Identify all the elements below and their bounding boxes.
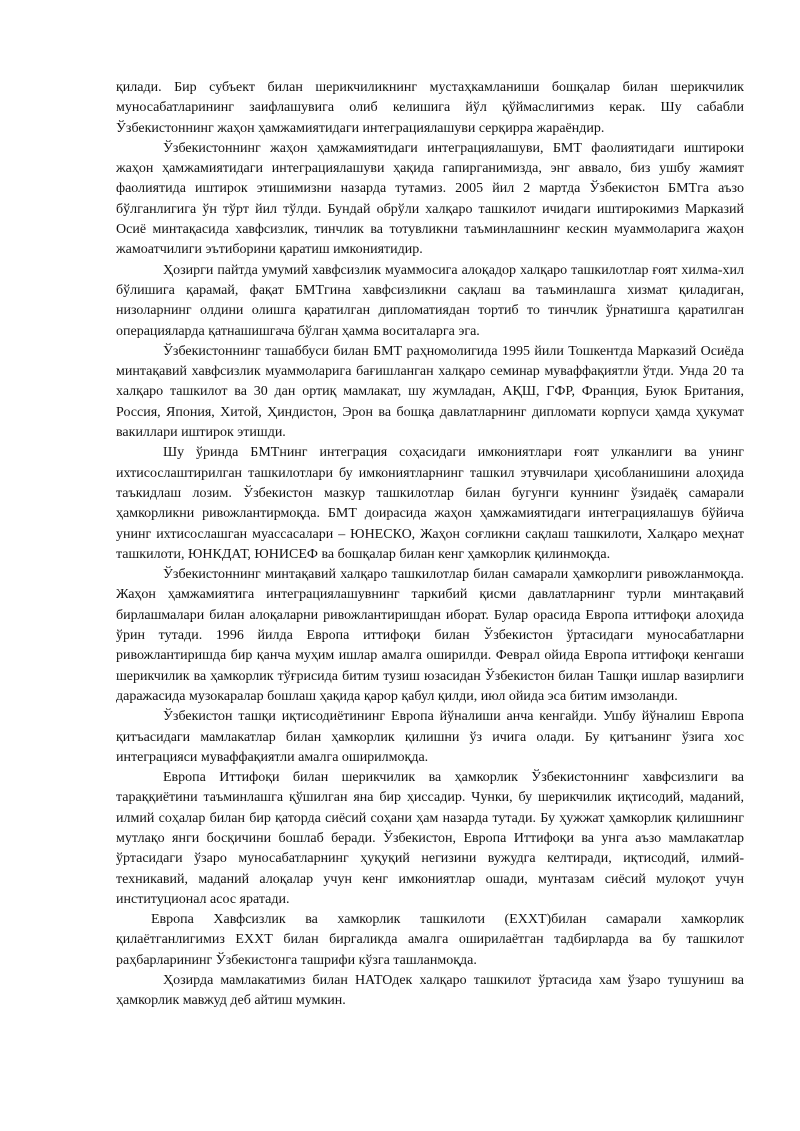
paragraph-8: Европа Иттифоқи билан шерикчилик ва ҳамкорлик Ўзбекистоннинг хавфсизлиги ва тараққиётини таъминлашга қўшилган яна бир ҳиссадир. Чунки, бу шерикчилик иқтисодий, маданий, илмий соҳалар билан бир қаторда сиёсий соҳани ҳам назарда тутади. Бу ҳужжат ҳамкорлик қилишнинг мутлақо янги босқичини бошлаб беради. Ўзбекистон, Европа Иттифоқи ва унга аъзо мамлакатлар ўртасидаги ўзаро муносабатларнинг ҳуқуқий негизини вужудга келтиради, иқтисодий, илмий-техникавий, маданий алоқалар учун кенг имкониятлар ошади, мунтазам сиёсий мулоқот учун институционал асос яратади. [116, 770, 744, 907]
paragraph-4: Ўзбекистоннинг ташаббуси билан БМТ раҳномолигида 1995 йили Тошкентда Марказий Осиёда минтақавий хавфсизлик муаммоларига бағишланган халқаро семинар муваффақиятли ўтди. Унда 20 та халқаро ташкилот ва 30 дан ортиқ мамлакат, шу жумладан, АҚШ, ГФР, Франция, Буюк Британия, Россия, Япония, Хитой, Ҳиндистон, Эрон ва бошқа давлатларнинг дипломати корпуси ҳамда ҳукумат вакиллари иштирок этишди. [116, 343, 744, 441]
paragraph-5: Шу ўринда БМТнинг интеграция соҳасидаги имкониятлари ғоят улканлиги ва унинг ихтисослаштирилган ташкилотлари бу имкониятларнинг ташкил этувчилари ҳисобланишини алоҳида таъкидлаш лозим. Ўзбекистон мазкур ташкилотлар билан бугунги куннинг ўзидаёқ самарали ҳамкорликни ривожлантирмоқда. БМТ доирасида жаҳон ҳамжамиятидаги интеграциялашув бўйича унинг ихтисослашган муассасалари – ЮНЕСКО, Жаҳон соғликни сақлаш ташкилоти, Халқаро меҳнат ташкилоти, ЮНКДАТ, ЮНИСЕФ ва бошқалар билан кенг ҳамкорлик қилинмоқда. [116, 445, 744, 562]
paragraph-2: Ўзбекистоннинг жаҳон ҳамжамиятидаги интеграциялашуви, БМТ фаолиятидаги иштироки жаҳон ҳамжамиятидаги интеграциялашуви ҳақида гапирганимизда, энг аввало, биз ушбу жамият фаолиятида иштирок этишимизни назарда тутамиз. 2005 йил 2 мартда Ўзбекистон БМТга аъзо бўлганлигига ўн тўрт йил тўлди. Бундай обрўли халқаро ташкилот ичидаги иштирокимиз Марказий Осиё минтақасида хавфсизлик, тинчлик ва тотувликни таъминлашнинг кескин муаммоларига жаҳон жамоатчилиги эътиборини қаратиш имкониятидир. [116, 140, 744, 258]
paragraph-9: Европа Хавфсизлик ва хамкорлик ташкилоти (ЕХХТ)билан самарали хамкорлик қилаётганлигимиз ЕХХТ билан биргаликда амалга оширилаётган тадбирларда ва бу ташкилот раҳбарларининг Ўзбекистонга ташрифи кўзга ташланмоқда. [116, 912, 744, 968]
paragraph-3: Ҳозирги пайтда умумий хавфсизлик муаммосига алоқадор халқаро ташкилотлар ғоят хилма-хил бўлишига қарамай, фақат БМТгина хавфсизликни сақлаш ва таъминлашга хизмат қиладиган, низоларнинг олдини олишга қаратилган дипломатиядан тортиб то тинчлик ўрнатишга қаратилган операцияларда қатнашишгача бўлган ҳамма воситаларга эга. [116, 262, 744, 339]
document-page [116, 78, 744, 1012]
paragraph-6: Ўзбекистоннинг минтақавий халқаро ташкилотлар билан самарали ҳамкорлиги ривожланмоқда. Жаҳон ҳамжамиятига интеграциялашувнинг таркибий қисми давлатларнинг турли минтақавий бирлашмалари билан алоқаларни ривожлантиришдан иборат. Булар орасида Европа иттифоқи алоҳида ўрин тутади. 1996 йилда Европа иттифоқи билан Ўзбекистон ўртасидаги муносабатларни ривожлантиришда бир қанча муҳим ишлар амалга оширилди. Феврал ойида Европа иттифоқи кенгаши шерикчилик ва ҳамкорлик тўғрисида битим тузиш юзасидан Ўзбекистон билан Ташқи ишлар вазирлиги даражасида музокаралар бошлаш ҳақида қарор қабул қилди, июл ойида эса битим имзоланди. [116, 567, 744, 704]
paragraph-7: Ўзбекистон ташқи иқтисодиётининг Европа йўналиши анча кенгайди. Ушбу йўналиш Европа қитъасидаги мамлакатлар билан ҳамкорлик қилишни ўз ичига олади. Бу қитъанинг ўзига хос интеграцияси муваффақиятли амалга оширилмоқда. [116, 709, 744, 765]
paragraph-1: қилади. Бир субъект билан шерикчиликнинг мустаҳкамланиши бошқалар билан шерикчилик муносабатларининг заифлашувига олиб келишига йўл қўймаслигимиз керак. Шу сабабли Ўзбекистоннинг жаҳон ҳамжамиятидаги интеграциялашуви серқирра жараёндир. [116, 80, 744, 136]
paragraph-10: Ҳозирда мамлакатимиз билан НАТОдек халқаро ташкилот ўртасида хам ўзаро тушуниш ва ҳамкорлик мавжуд деб айтиш мумкин. [116, 973, 744, 1009]
